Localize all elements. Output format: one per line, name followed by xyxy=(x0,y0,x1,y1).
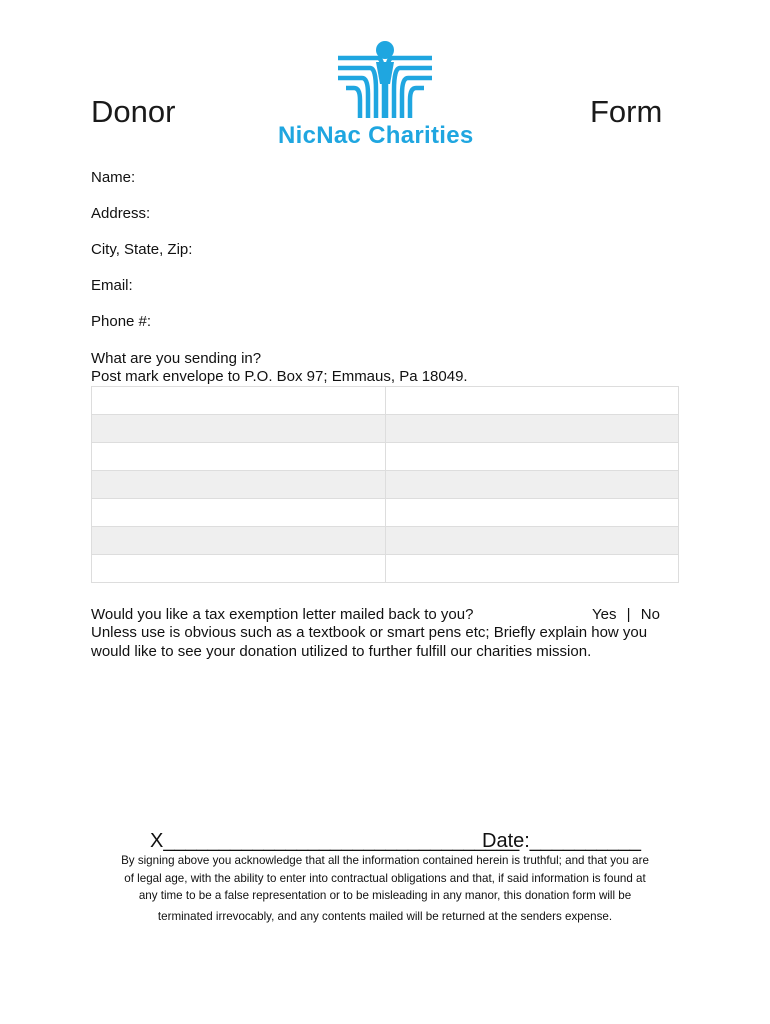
legal-line-3: any time to be a false representation or to be misleading in any manor, this donation form will be xyxy=(138,889,632,902)
table-cell[interactable] xyxy=(385,499,679,527)
title-donor: Donor xyxy=(91,94,176,129)
sending-instructions: Post mark envelope to P.O. Box 97; Emmaus, Pa 18049. xyxy=(91,368,468,385)
table-cell[interactable] xyxy=(385,555,679,583)
table-cell[interactable] xyxy=(385,415,679,443)
table-cell[interactable] xyxy=(385,443,679,471)
legal-line-2: of legal age, with the ability to enter into contractual obligations and that, if said information is found at xyxy=(124,871,646,885)
table-cell[interactable] xyxy=(385,387,679,415)
table-row xyxy=(92,527,679,555)
table-row xyxy=(92,499,679,527)
date-line[interactable]: Date:__________ xyxy=(482,830,642,852)
table-cell[interactable] xyxy=(92,555,386,583)
phone-label: Phone #: xyxy=(91,313,152,330)
table-cell[interactable] xyxy=(385,471,679,499)
address-label: Address: xyxy=(91,205,151,222)
table-cell[interactable] xyxy=(92,443,386,471)
explain-line-1: Unless use is obvious such as a textbook or smart pens etc; Briefly explain how you xyxy=(91,624,648,641)
title-form: Form xyxy=(590,94,663,129)
city-state-zip-label: City, State, Zip: xyxy=(91,241,193,258)
legal-line-1: By signing above you acknowledge that all the information contained herein is truthful; and that you are xyxy=(121,854,649,867)
no-option[interactable]: No xyxy=(640,606,660,623)
sending-question: What are you sending in? xyxy=(91,350,262,367)
tax-letter-question: Would you like a tax exemption letter mailed back to you? xyxy=(91,606,474,623)
table-row xyxy=(92,415,679,443)
table-cell[interactable] xyxy=(92,471,386,499)
logo-name: NicNac Charities xyxy=(278,122,474,149)
legal-disclaimer xyxy=(91,852,679,925)
legal-line-4: terminated irrevocably, and any contents mailed will be returned at the senders expense. xyxy=(157,909,613,923)
table-row xyxy=(92,443,679,471)
table-row xyxy=(92,555,679,583)
email-label: Email: xyxy=(91,277,133,294)
table-cell[interactable] xyxy=(92,387,386,415)
signature-line[interactable]: X________________________________ xyxy=(150,830,520,852)
option-separator: | xyxy=(626,606,631,623)
table-cell[interactable] xyxy=(385,527,679,555)
charity-logo xyxy=(272,38,498,156)
table-cell[interactable] xyxy=(92,499,386,527)
tax-letter-options xyxy=(592,606,660,625)
yes-option[interactable]: Yes xyxy=(592,606,617,623)
person-arch-logo-icon xyxy=(272,38,498,122)
items-table xyxy=(91,386,679,583)
table-row xyxy=(92,471,679,499)
table-cell[interactable] xyxy=(92,415,386,443)
explain-line-2: would like to see your donation utilized to further fulfill our charities mission. xyxy=(91,643,592,660)
table-row xyxy=(92,387,679,415)
table-cell[interactable] xyxy=(92,527,386,555)
name-label: Name: xyxy=(91,169,136,186)
